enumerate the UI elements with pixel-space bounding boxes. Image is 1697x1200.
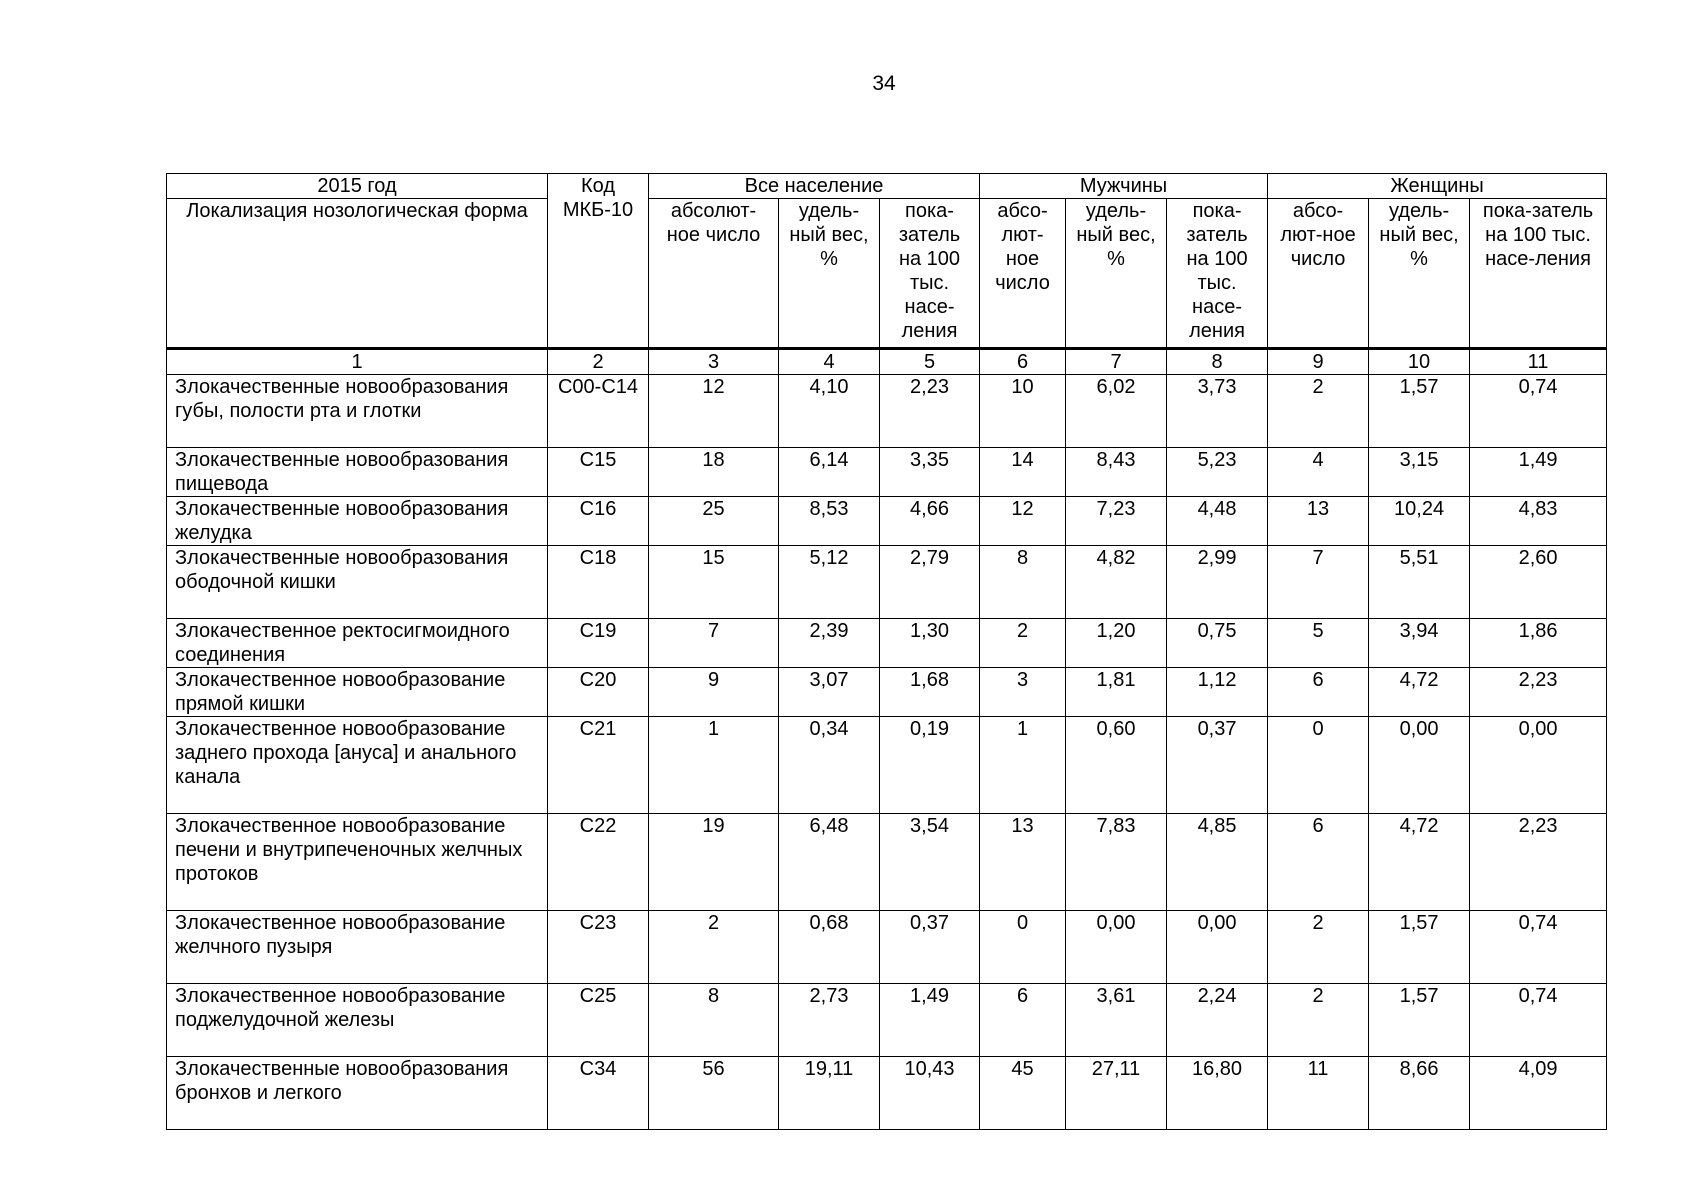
row-value: 2,39 (779, 619, 880, 668)
page-number: 34 (872, 72, 896, 95)
group-header-row (167, 174, 1607, 199)
row-value: 0 (980, 911, 1066, 984)
table-row (167, 619, 1607, 668)
row-value: 1,30 (880, 619, 980, 668)
column-number: 7 (1066, 349, 1167, 375)
row-value: 0,74 (1470, 375, 1607, 448)
row-value: 4,83 (1470, 497, 1607, 546)
row-value: 0,68 (779, 911, 880, 984)
table-row (167, 668, 1607, 717)
row-value: 12 (649, 375, 779, 448)
women-abs-header: абсо-лют-ное число (1268, 199, 1369, 349)
row-code: С34 (548, 1057, 649, 1130)
column-number: 8 (1167, 349, 1268, 375)
row-value: 6 (980, 984, 1066, 1057)
row-code: С23 (548, 911, 649, 984)
row-value: 3,54 (880, 814, 980, 911)
row-value: 0,60 (1066, 717, 1167, 814)
all-pct-header: удель-ный вес, % (779, 199, 880, 349)
row-value: 6 (1268, 668, 1369, 717)
row-value: 1,12 (1167, 668, 1268, 717)
row-value: 1,49 (1470, 448, 1607, 497)
row-value: 8 (649, 984, 779, 1057)
men-rate-header: пока-затель на 100 тыс. насе-ления (1167, 199, 1268, 349)
sub-header-row (167, 199, 1607, 349)
row-value: 0,74 (1470, 911, 1607, 984)
row-value: 14 (980, 448, 1066, 497)
row-value: 45 (980, 1057, 1066, 1130)
table-row (167, 448, 1607, 497)
table-row (167, 546, 1607, 619)
row-value: 4,72 (1369, 814, 1470, 911)
row-value: 6,02 (1066, 375, 1167, 448)
row-name: Злокачественное новообразование печени и внутрипеченочных желчных протоков (167, 814, 548, 911)
row-name: Злокачественное новообразование поджелудочной железы (167, 984, 548, 1057)
row-value: 1,20 (1066, 619, 1167, 668)
row-value: 4,09 (1470, 1057, 1607, 1130)
row-value: 11 (1268, 1057, 1369, 1130)
row-value: 1,49 (880, 984, 980, 1057)
row-value: 0,75 (1167, 619, 1268, 668)
women-rate-header: пока-затель на 100 тыс. насе-ления (1470, 199, 1607, 349)
column-number: 4 (779, 349, 880, 375)
column-number-row (167, 349, 1607, 375)
row-value: 0,00 (1167, 911, 1268, 984)
row-name: Злокачественное новообразование заднего прохода [ануса] и анального канала (167, 717, 548, 814)
row-value: 3,73 (1167, 375, 1268, 448)
column-number: 3 (649, 349, 779, 375)
row-value: 56 (649, 1057, 779, 1130)
table-row (167, 717, 1607, 814)
row-value: 0,74 (1470, 984, 1607, 1057)
row-value: 3 (980, 668, 1066, 717)
row-value: 1,86 (1470, 619, 1607, 668)
row-value: 2,23 (880, 375, 980, 448)
row-value: 0,19 (880, 717, 980, 814)
table-row (167, 375, 1607, 448)
row-value: 8,43 (1066, 448, 1167, 497)
row-value: 4,85 (1167, 814, 1268, 911)
row-value: 2 (1268, 911, 1369, 984)
column-number: 1 (167, 349, 548, 375)
row-name: Злокачественные новообразования желудка (167, 497, 548, 546)
row-value: 2 (980, 619, 1066, 668)
code-header: Код МКБ-10 (548, 174, 649, 349)
group-women-header: Женщины (1268, 174, 1607, 199)
row-value: 1,57 (1369, 375, 1470, 448)
row-value: 5,12 (779, 546, 880, 619)
row-value: 6 (1268, 814, 1369, 911)
row-value: 7,83 (1066, 814, 1167, 911)
row-value: 2,99 (1167, 546, 1268, 619)
column-number: 11 (1470, 349, 1607, 375)
row-name: Злокачественное ректосигмоидного соединения (167, 619, 548, 668)
row-value: 0 (1268, 717, 1369, 814)
row-value: 8,66 (1369, 1057, 1470, 1130)
row-value: 13 (980, 814, 1066, 911)
row-value: 2,24 (1167, 984, 1268, 1057)
row-value: 2,23 (1470, 814, 1607, 911)
row-value: 16,80 (1167, 1057, 1268, 1130)
row-value: 1,68 (880, 668, 980, 717)
men-abs-header: абсо-лют-ное число (980, 199, 1066, 349)
row-value: 8 (980, 546, 1066, 619)
row-value: 18 (649, 448, 779, 497)
row-value: 3,35 (880, 448, 980, 497)
row-value: 2,23 (1470, 668, 1607, 717)
row-code: С16 (548, 497, 649, 546)
row-value: 2 (1268, 984, 1369, 1057)
row-value: 19,11 (779, 1057, 880, 1130)
row-code: С15 (548, 448, 649, 497)
row-value: 4,66 (880, 497, 980, 546)
row-code: С25 (548, 984, 649, 1057)
row-value: 5 (1268, 619, 1369, 668)
row-value: 4,72 (1369, 668, 1470, 717)
row-value: 2 (1268, 375, 1369, 448)
row-value: 3,15 (1369, 448, 1470, 497)
year-header: 2015 год (167, 174, 548, 199)
row-value: 4,10 (779, 375, 880, 448)
row-value: 2,79 (880, 546, 980, 619)
row-value: 7 (1268, 546, 1369, 619)
column-number: 5 (880, 349, 980, 375)
row-name: Злокачественные новообразования пищевода (167, 448, 548, 497)
table-row (167, 911, 1607, 984)
column-number: 10 (1369, 349, 1470, 375)
row-value: 25 (649, 497, 779, 546)
row-value: 4 (1268, 448, 1369, 497)
table-row (167, 984, 1607, 1057)
row-value: 1 (980, 717, 1066, 814)
row-name: Злокачественные новообразования бронхов и легкого (167, 1057, 548, 1130)
row-value: 1,57 (1369, 984, 1470, 1057)
row-name: Злокачественное новообразование прямой кишки (167, 668, 548, 717)
row-value: 1 (649, 717, 779, 814)
row-code: С22 (548, 814, 649, 911)
row-value: 12 (980, 497, 1066, 546)
row-value: 2,73 (779, 984, 880, 1057)
row-value: 0,00 (1066, 911, 1167, 984)
all-abs-header: абсолют-ное число (649, 199, 779, 349)
row-value: 8,53 (779, 497, 880, 546)
row-value: 7 (649, 619, 779, 668)
localization-header: Локализация нозологическая форма (167, 199, 548, 349)
row-code: С21 (548, 717, 649, 814)
row-value: 10 (980, 375, 1066, 448)
row-value: 0,37 (880, 911, 980, 984)
row-value: 4,82 (1066, 546, 1167, 619)
column-number: 6 (980, 349, 1066, 375)
row-code: С20 (548, 668, 649, 717)
women-pct-header: удель-ный вес, % (1369, 199, 1470, 349)
table-row (167, 1057, 1607, 1130)
row-code: С19 (548, 619, 649, 668)
column-number: 9 (1268, 349, 1369, 375)
table-row (167, 814, 1607, 911)
row-name: Злокачественные новообразования губы, полости рта и глотки (167, 375, 548, 448)
row-value: 2 (649, 911, 779, 984)
row-value: 10,43 (880, 1057, 980, 1130)
row-value: 27,11 (1066, 1057, 1167, 1130)
row-value: 3,07 (779, 668, 880, 717)
row-value: 7,23 (1066, 497, 1167, 546)
table-row (167, 497, 1607, 546)
row-value: 4,48 (1167, 497, 1268, 546)
row-value: 1,57 (1369, 911, 1470, 984)
row-value: 5,51 (1369, 546, 1470, 619)
row-value: 0,00 (1470, 717, 1607, 814)
row-value: 6,14 (779, 448, 880, 497)
men-pct-header: удель-ный вес, % (1066, 199, 1167, 349)
row-code: С00-С14 (548, 375, 649, 448)
row-value: 9 (649, 668, 779, 717)
group-all-header: Все население (649, 174, 980, 199)
group-men-header: Мужчины (980, 174, 1268, 199)
row-value: 2,60 (1470, 546, 1607, 619)
row-value: 0,34 (779, 717, 880, 814)
row-value: 3,61 (1066, 984, 1167, 1057)
column-number: 2 (548, 349, 649, 375)
row-value: 0,00 (1369, 717, 1470, 814)
row-name: Злокачественные новообразования ободочной кишки (167, 546, 548, 619)
row-name: Злокачественное новообразование желчного пузыря (167, 911, 548, 984)
row-value: 19 (649, 814, 779, 911)
row-code: С18 (548, 546, 649, 619)
row-value: 6,48 (779, 814, 880, 911)
row-value: 5,23 (1167, 448, 1268, 497)
row-value: 1,81 (1066, 668, 1167, 717)
row-value: 15 (649, 546, 779, 619)
row-value: 10,24 (1369, 497, 1470, 546)
all-rate-header: пока-затель на 100 тыс. насе-ления (880, 199, 980, 349)
row-value: 0,37 (1167, 717, 1268, 814)
row-value: 3,94 (1369, 619, 1470, 668)
row-value: 13 (1268, 497, 1369, 546)
statistics-table (166, 173, 1607, 1130)
